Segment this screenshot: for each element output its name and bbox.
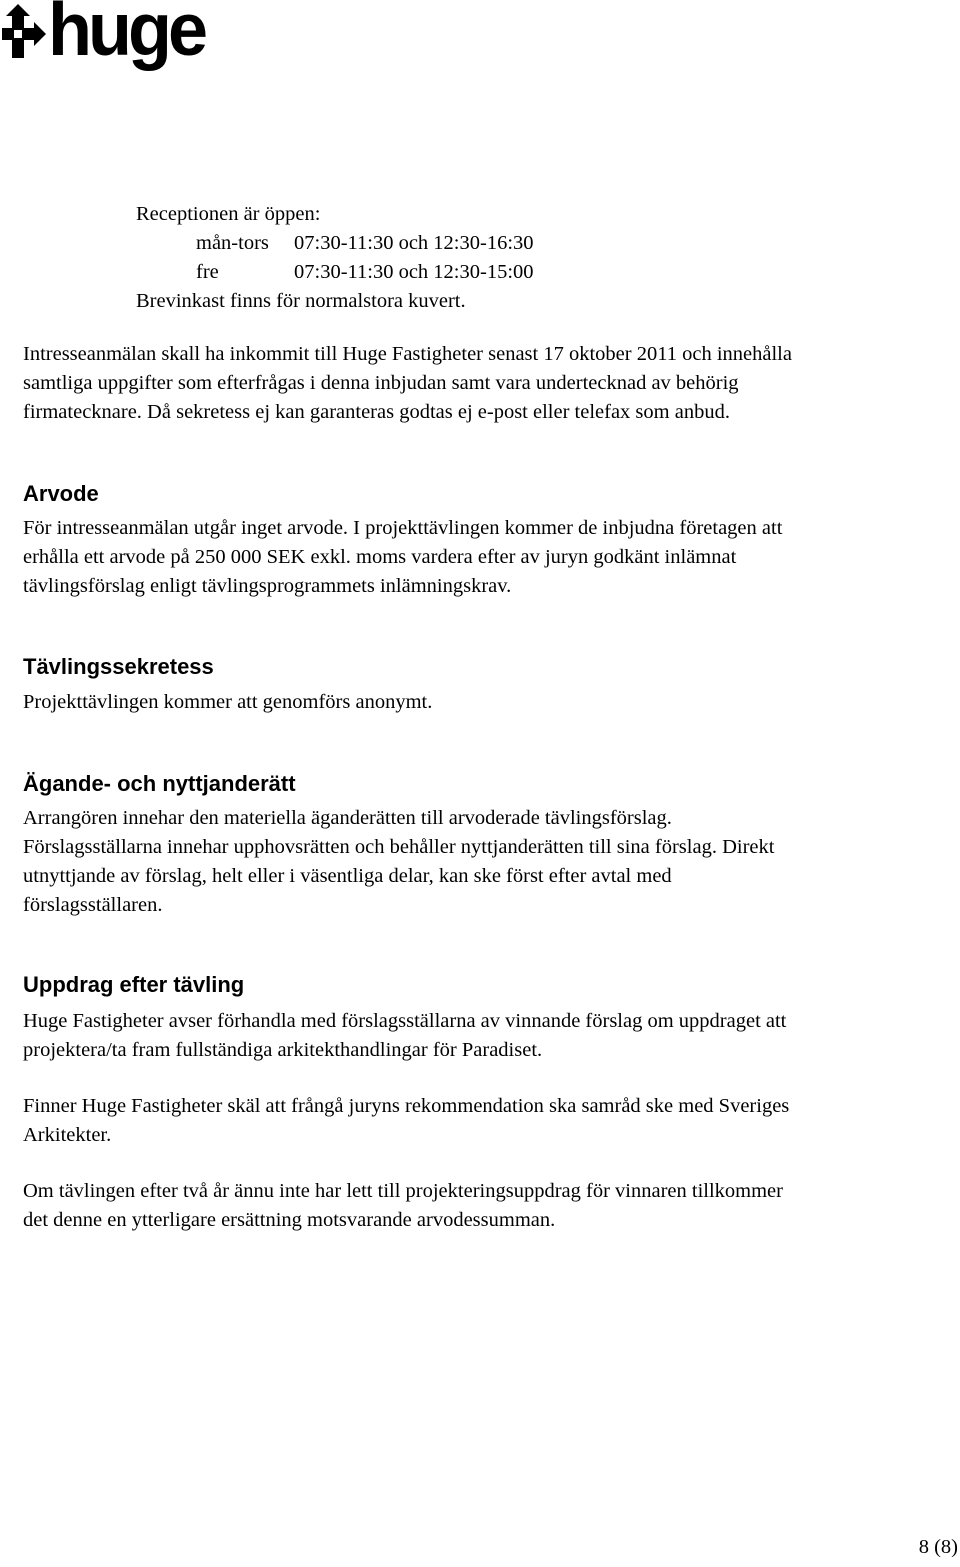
sekretess-paragraph	[23, 688, 959, 717]
text-line: utnyttjande av förslag, helt eller i väsentliga delar, kan ske först efter avtal med	[23, 865, 672, 887]
hours-day: fre	[196, 261, 219, 283]
reception-title: Receptionen är öppen:	[136, 203, 321, 225]
text-line: Arrangören innehar den materiella äganderätten till arvoderade tävlingsförslag.	[23, 807, 672, 829]
section-heading-uppdrag: Uppdrag efter tävling	[23, 972, 245, 997]
section-heading-agande: Ägande- och nyttjanderätt	[23, 771, 296, 796]
agande-paragraph	[23, 804, 959, 920]
hours-day: mån-tors	[196, 232, 269, 254]
text-line: Arkitekter.	[23, 1124, 112, 1146]
hours-row	[136, 258, 534, 287]
text-line: förslagsställaren.	[23, 894, 163, 916]
text-line: erhålla ett arvode på 250 000 SEK exkl. moms vardera efter av juryn godkänt inlämnat	[23, 546, 737, 568]
page-number: 8 (8)	[918, 1536, 958, 1558]
text-line: Projekttävlingen kommer att genomförs anonymt.	[23, 691, 433, 713]
reception-hours-block	[136, 200, 534, 316]
text-line: samtliga uppgifter som efterfrågas i denna inbjudan samt vara undertecknad av behörig	[23, 372, 739, 394]
text-line: projektera/ta fram fullständiga arkitekthandlingar för Paradiset.	[23, 1039, 543, 1061]
uppdrag-paragraph-1	[23, 1007, 959, 1065]
huge-logo	[0, 0, 220, 80]
mailbox-note: Brevinkast finns för normalstora kuvert.	[136, 290, 466, 312]
logo-wordmark: huge	[48, 0, 204, 72]
text-line: Finner Huge Fastigheter skäl att frångå juryns rekommendation ska samråd ske med Sveriges	[23, 1095, 790, 1117]
text-line: firmatecknare. Då sekretess ej kan garanteras godtas ej e-post eller telefax som anbud.	[23, 401, 730, 423]
intro-paragraph	[23, 340, 959, 427]
huge-arrow-mark-icon	[0, 2, 46, 62]
text-line: Förslagsställarna innehar upphovsrätten och behåller nyttjanderätten till sina förslag. Direkt	[23, 836, 775, 858]
section-heading-arvode: Arvode	[23, 481, 99, 506]
hours-time: 07:30-11:30 och 12:30-15:00	[294, 261, 534, 283]
text-line: Om tävlingen efter två år ännu inte har lett till projekteringsuppdrag för vinnaren tillkommer	[23, 1180, 783, 1202]
text-line: Intresseanmälan skall ha inkommit till Huge Fastigheter senast 17 oktober 2011 och innehålla	[23, 343, 792, 365]
text-line: tävlingsförslag enligt tävlingsprogrammets inlämningskrav.	[23, 575, 512, 597]
uppdrag-paragraph-3	[23, 1177, 959, 1235]
hours-time: 07:30-11:30 och 12:30-16:30	[294, 232, 534, 254]
text-line: För intresseanmälan utgår inget arvode. I projekttävlingen kommer de inbjudna företagen att	[23, 517, 783, 539]
uppdrag-paragraph-2	[23, 1092, 959, 1150]
arvode-paragraph	[23, 514, 959, 601]
section-heading-sekretess: Tävlingssekretess	[23, 654, 214, 679]
text-line: Huge Fastigheter avser förhandla med förslagsställarna av vinnande förslag om uppdraget att	[23, 1010, 787, 1032]
text-line: det denne en ytterligare ersättning motsvarande arvodessumman.	[23, 1209, 556, 1231]
hours-row	[136, 229, 534, 258]
